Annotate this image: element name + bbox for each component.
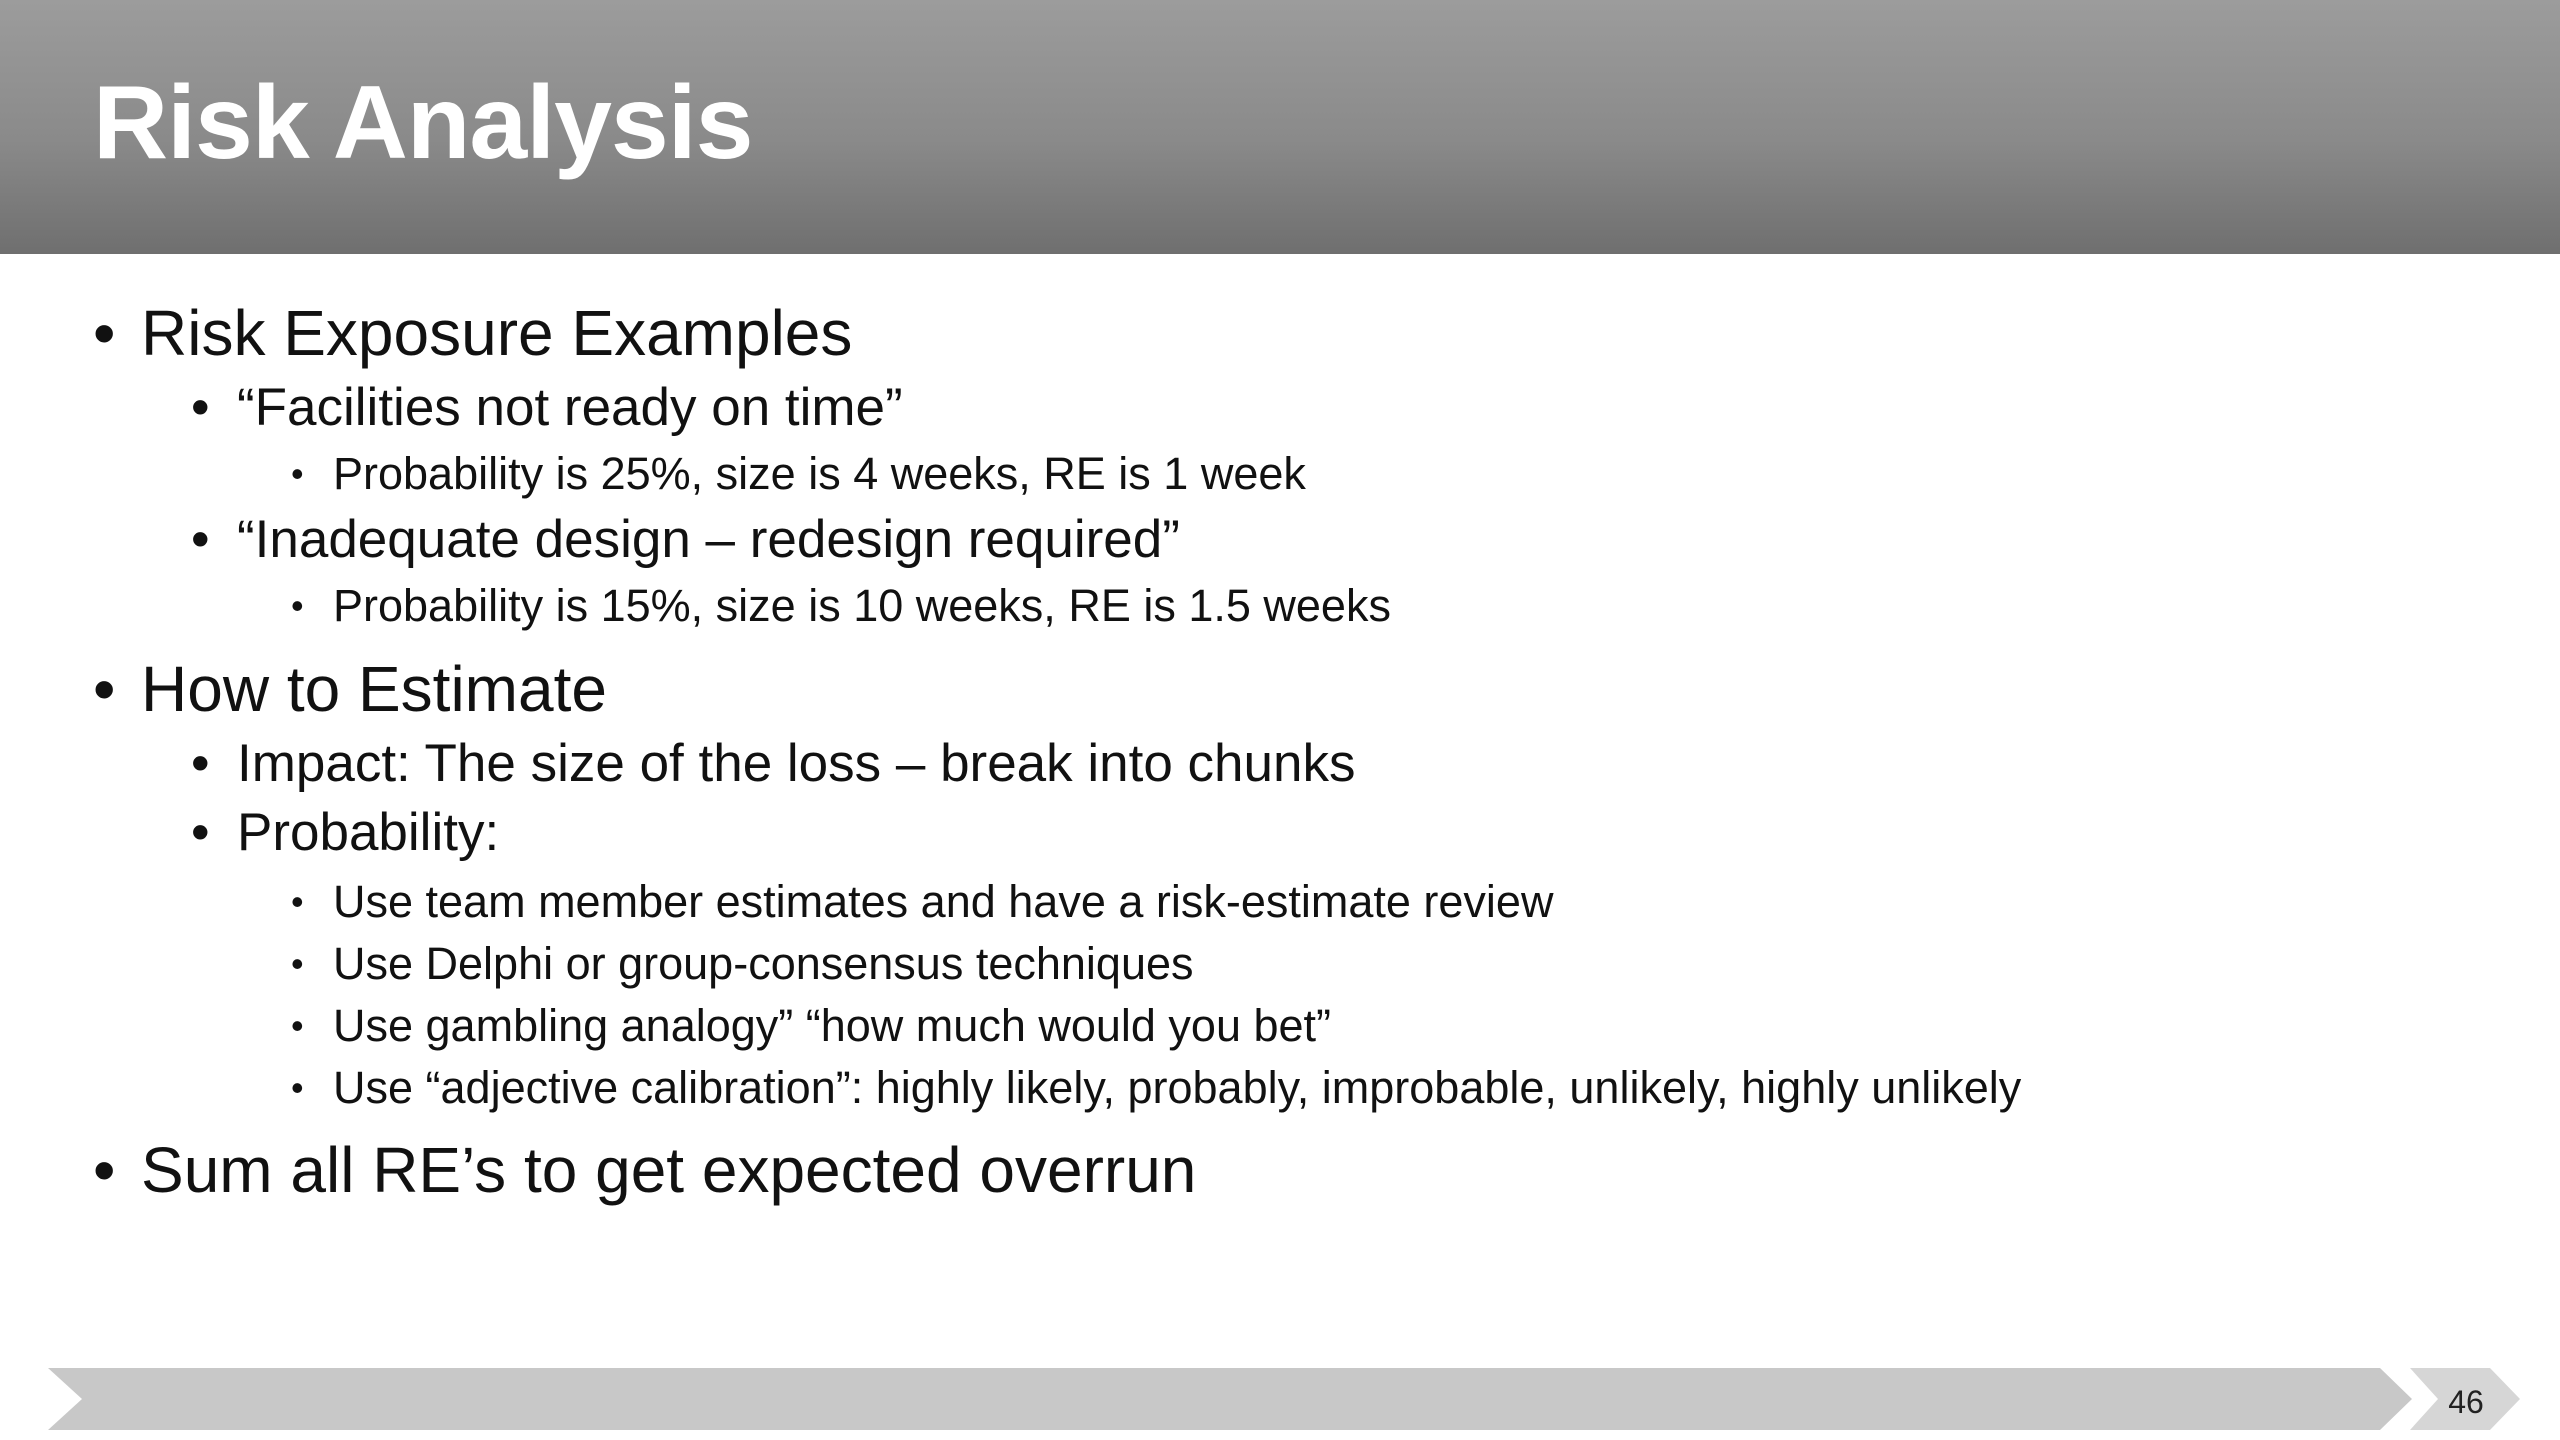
bullet-adjective-calibration [291, 1060, 2022, 1116]
footer-banner [0, 1350, 2560, 1440]
bullet-dot: • [291, 1005, 304, 1046]
bullet-dot: • [191, 510, 210, 569]
bullet-gambling-analogy [291, 998, 1332, 1054]
bullet-text: Probability is 25%, size is 4 weeks, RE is 1 week [333, 448, 1306, 499]
bullet-text: Use gambling analogy” “how much would you bet” [333, 1000, 1332, 1051]
bullet-text: “Facilities not ready on time” [237, 378, 903, 437]
bullet-inadequate-design [191, 507, 1180, 573]
bullet-facilities-not-ready [191, 375, 903, 441]
bullet-text: “Inadequate design – redesign required” [237, 510, 1180, 569]
bullet-delphi [291, 936, 1194, 992]
bullet-text: Use “adjective calibration”: highly likely, probably, improbable, unlikely, highly unlikely [333, 1062, 2022, 1113]
bullet-text: Sum all RE’s to get expected overrun [141, 1134, 1197, 1206]
bullet-dot: • [191, 734, 210, 793]
bullet-risk-exposure-examples [93, 293, 853, 373]
bullet-text: How to Estimate [141, 653, 607, 725]
bullet-dot: • [291, 943, 304, 984]
bullet-design-probability [291, 578, 1391, 634]
slide-title: Risk Analysis [93, 65, 753, 181]
bullet-dot: • [291, 1067, 304, 1108]
bullet-dot: • [291, 585, 304, 626]
bullet-text: Use Delphi or group-consensus techniques [333, 938, 1194, 989]
bullet-dot: • [191, 378, 210, 437]
bullet-text: Impact: The size of the loss – break into chunks [237, 734, 1356, 793]
bullet-dot: • [291, 881, 304, 922]
bullet-text: Probability is 15%, size is 10 weeks, RE is 1.5 weeks [333, 580, 1391, 631]
bullet-dot: • [93, 297, 116, 369]
bullet-sum-all-re [93, 1130, 1197, 1210]
bullet-text: Use team member estimates and have a risk-estimate review [333, 876, 1554, 927]
slide-number: 46 [2448, 1384, 2484, 1420]
bullet-dot: • [93, 1134, 116, 1206]
bullet-impact [191, 731, 1356, 797]
bullet-dot: • [291, 453, 304, 494]
bullet-text: Probability: [237, 803, 500, 862]
bullet-dot: • [93, 653, 116, 725]
footer-arrow-band [48, 1368, 2412, 1430]
bullet-facilities-probability [291, 446, 1306, 502]
bullet-how-to-estimate [93, 649, 607, 729]
bullet-dot: • [191, 803, 210, 862]
bullet-text: Risk Exposure Examples [141, 297, 853, 369]
bullet-team-member-estimates [291, 874, 1554, 930]
bullet-probability [191, 800, 500, 866]
